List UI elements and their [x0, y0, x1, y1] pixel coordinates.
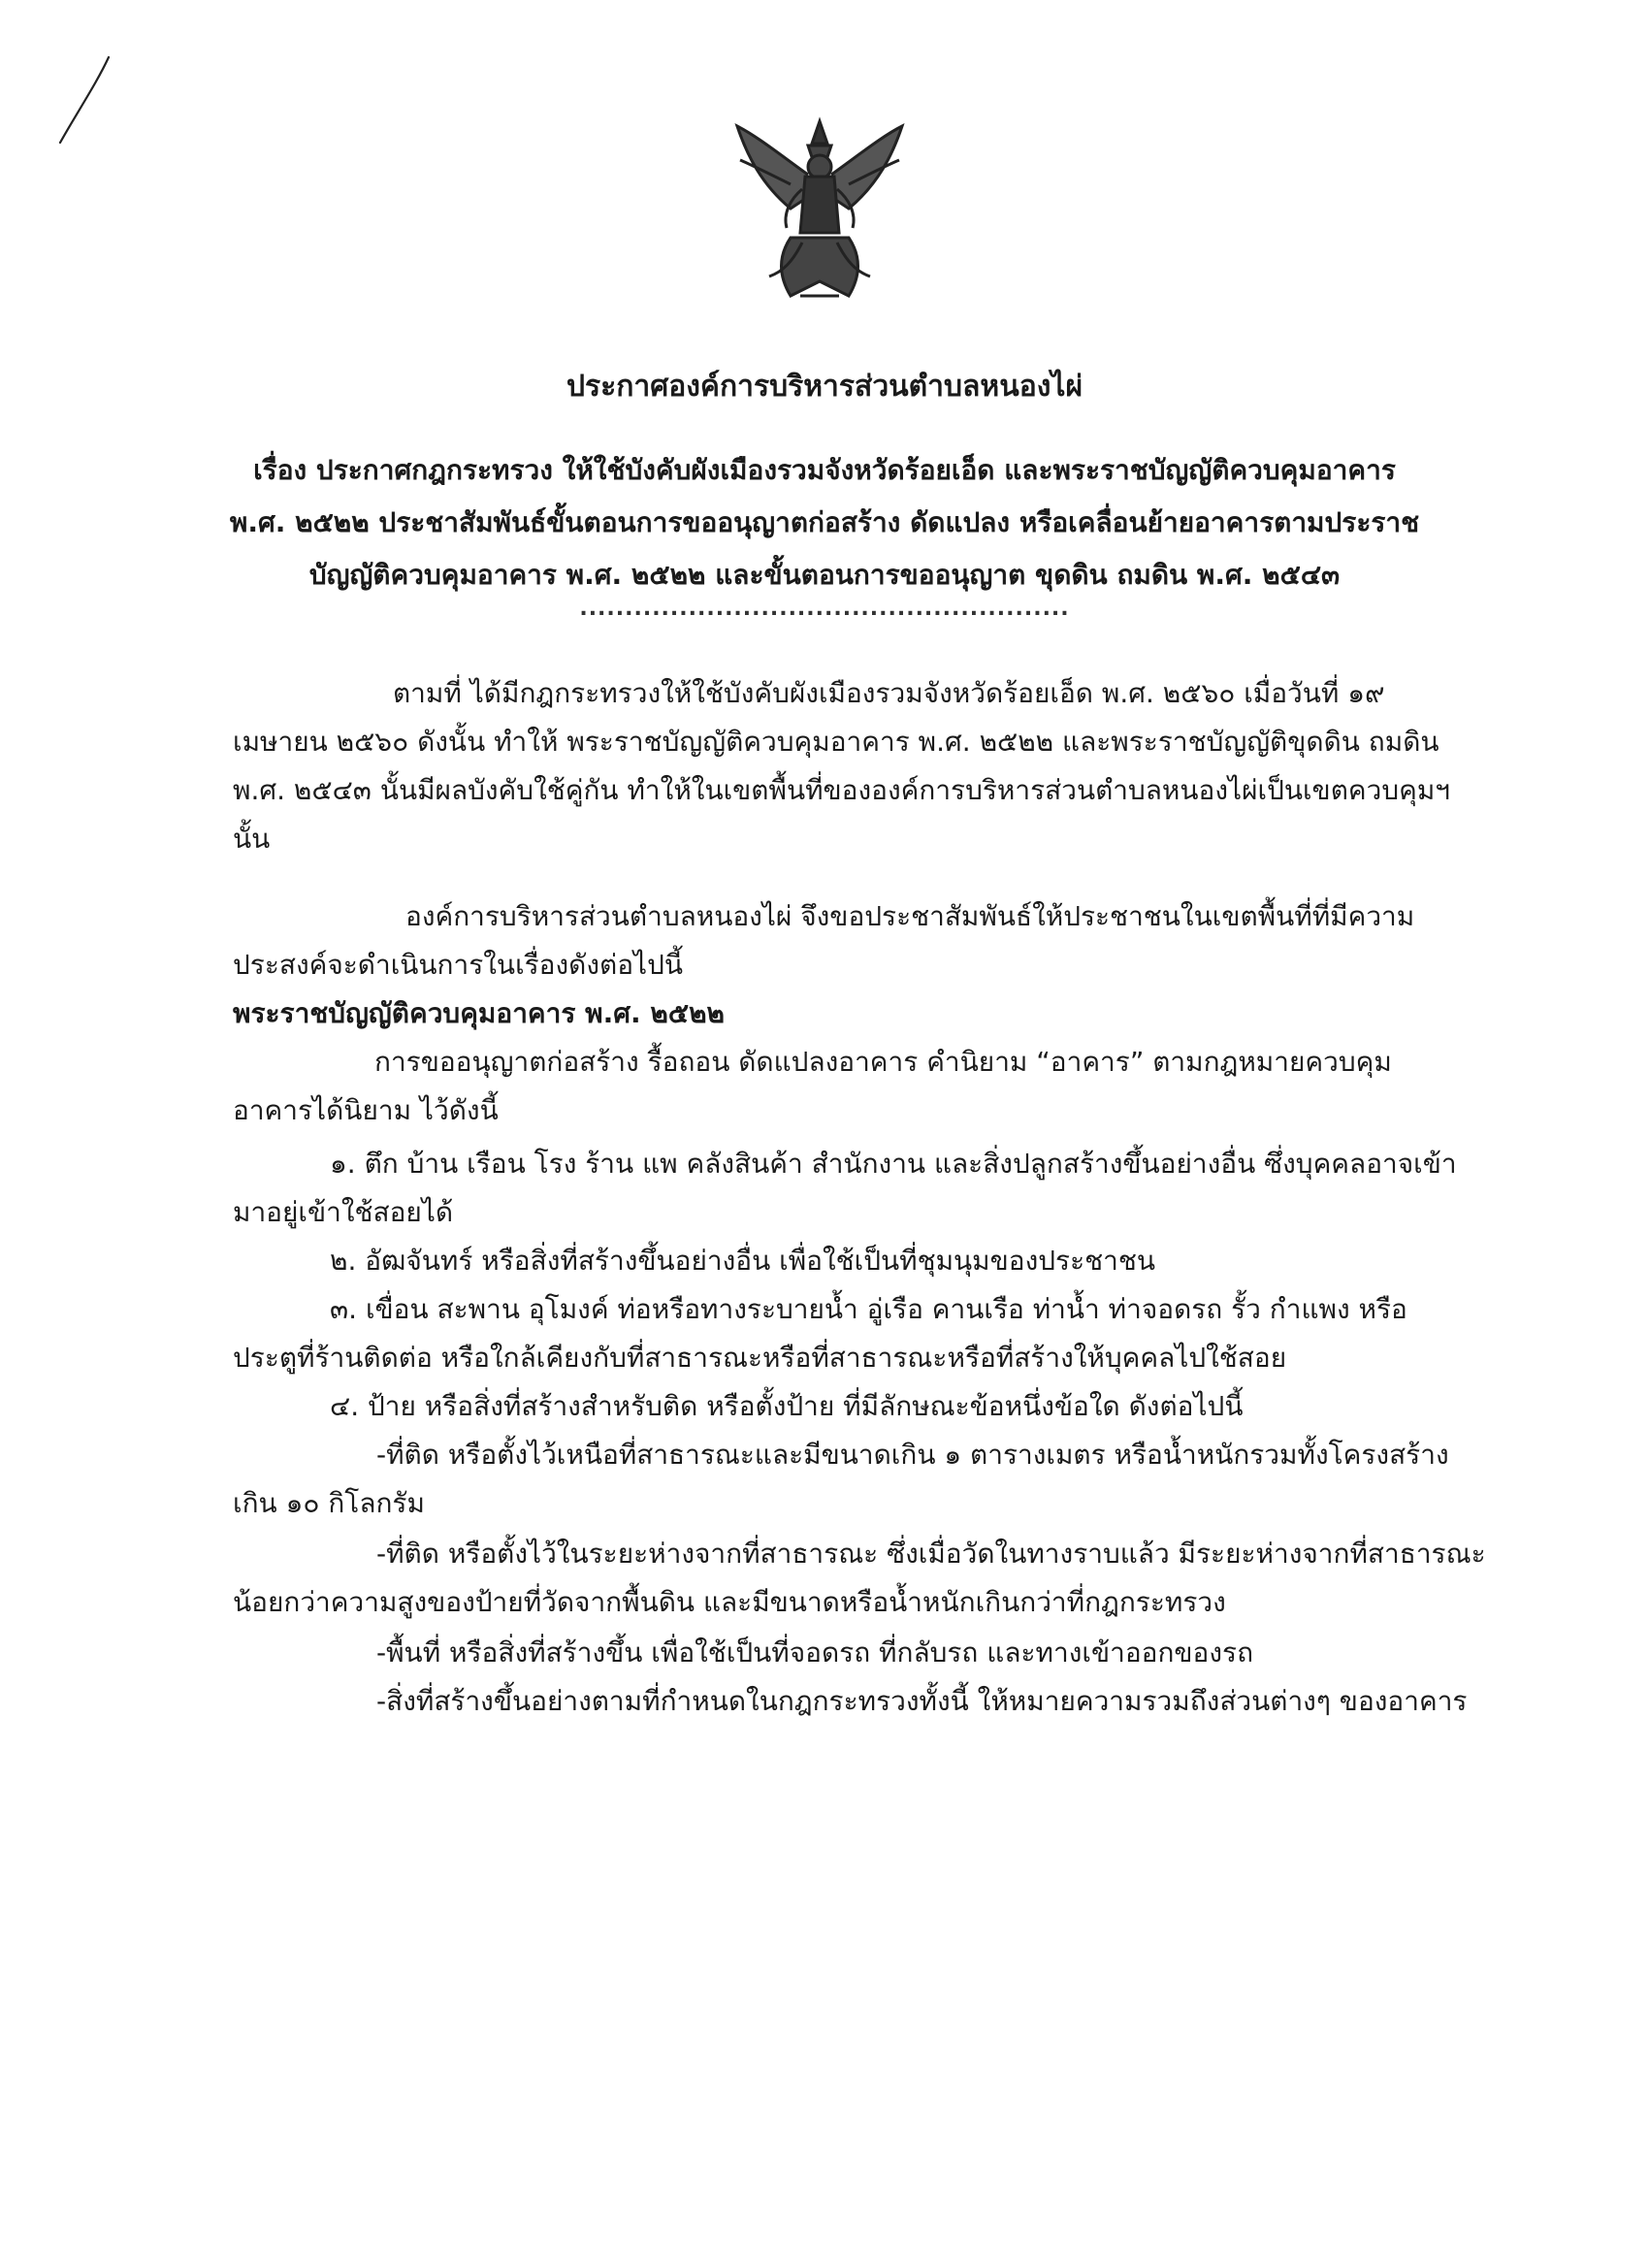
text-line: ประตูที่ร้านติดต่อ หรือใกล้เคียงกับที่สาธารณะหรือที่สาธารณะหรือที่สร้างให้บุคคลไปใช้สอย: [233, 1342, 1287, 1374]
subject-line: พ.ศ. ๒๕๒๒ ประชาสัมพันธ์ขั้นตอนการขออนุญาตก่อสร้าง ดัดแปลง หรือเคลื่อนย้ายอาคารตามประราช: [229, 506, 1420, 538]
list-item: [233, 1285, 1455, 1382]
pen-stroke-icon: [48, 53, 116, 150]
separator-dots: ......................................................: [579, 597, 1070, 621]
text-line: องค์การบริหารส่วนตำบลหนองไผ่ จึงขอประชาสัมพันธ์ให้ประชาชนในเขตพื้นที่ที่มีความ: [405, 900, 1415, 932]
sub-item: [233, 1530, 1486, 1627]
text-line: เมษายน ๒๕๖๐ ดังนั้น ทำให้ พระราชบัญญัติควบคุมอาคาร พ.ศ. ๒๕๒๒ และพระราชบัญญัติขุดดิน ถมดิน: [233, 726, 1439, 758]
text-line: ๑. ตึก บ้าน เรือน โรง ร้าน แพ คลังสินค้า สำนักงาน และสิ่งปลูกสร้างขึ้นอย่างอื่น ซึ่งบุคคลอาจเข้า: [330, 1148, 1457, 1180]
text-line: ๔. ป้าย หรือสิ่งที่สร้างสำหรับติด หรือตั้งป้าย ที่มีลักษณะข้อหนึ่งข้อใด ดังต่อไปนี้: [330, 1390, 1244, 1422]
paragraph-definition: [233, 1038, 1455, 1135]
section-heading: พระราชบัญญัติควบคุมอาคาร พ.ศ. ๒๕๒๒: [233, 997, 725, 1029]
sub-item: [233, 1677, 1468, 1726]
announcement-title: ประกาศองค์การบริหารส่วนตำบลหนองไผ่: [566, 370, 1083, 404]
paragraph-notice: [233, 892, 1455, 989]
text-line: นั้น: [233, 823, 271, 855]
text-line: อาคารได้นิยาม ไว้ดังนี้: [233, 1094, 499, 1126]
garuda-emblem-icon: [723, 116, 917, 310]
announcement-subject: [218, 444, 1431, 601]
subject-line: เรื่อง ประกาศกฎกระทรวง ให้ใช้บังคับผังเมืองรวมจังหวัดร้อยเอ็ด และพระราชบัญญัติควบคุมอาคาร: [253, 454, 1396, 486]
list-item: [233, 1140, 1455, 1237]
text-line: ๒. อัฒจันทร์ หรือสิ่งที่สร้างขึ้นอย่างอื่น เพื่อใช้เป็นที่ชุมนุมของประชาชน: [330, 1245, 1155, 1277]
text-line: -ที่ติด หรือตั้งไว้เหนือที่สาธารณะและมีขนาดเกิน ๑ ตารางเมตร หรือน้ำหนักรวมทั้งโครงสร้าง: [376, 1439, 1449, 1471]
text-line: ๓. เขื่อน สะพาน อุโมงค์ ท่อหรือทางระบายน้ำ อู่เรือ คานเรือ ท่าน้ำ ท่าจอดรถ รั้ว กำแพง หรือ: [330, 1293, 1407, 1325]
text-line: เกิน ๑๐ กิโลกรัม: [233, 1487, 425, 1519]
text-line: -ที่ติด หรือตั้งไว้ในระยะห่างจากที่สาธารณะ ซึ่งเมื่อวัดในทางราบแล้ว มีระยะห่างจากที่สาธารณะ: [376, 1538, 1486, 1570]
sub-item: [233, 1431, 1455, 1528]
text-line: น้อยกว่าความสูงของป้ายที่วัดจากพื้นดิน และมีขนาดหรือน้ำหนักเกินกว่าที่กฎกระทรวง: [233, 1586, 1226, 1618]
list-item: [233, 1382, 1455, 1431]
text-line: พ.ศ. ๒๕๔๓ นั้นมีผลบังคับใช้คู่กัน ทำให้ในเขตพื้นที่ขององค์การบริหารส่วนตำบลหนองไผ่เป็นเขตควบคุมฯ: [233, 774, 1451, 806]
text-line: ตามที่ ได้มีกฎกระทรวงให้ใช้บังคับผังเมืองรวมจังหวัดร้อยเอ็ด พ.ศ. ๒๕๖๐ เมื่อวันที่ ๑๙: [393, 677, 1385, 709]
text-line: ประสงค์จะดำเนินการในเรื่องดังต่อไปนี้: [233, 949, 684, 981]
paragraph-intro: [233, 669, 1455, 863]
sub-item: [233, 1629, 1455, 1677]
text-line: มาอยู่เข้าใช้สอยได้: [233, 1196, 454, 1228]
text-line: -สิ่งที่สร้างขึ้นอย่างตามที่กำหนดในกฎกระทรวงทั้งนี้ ให้หมายความรวมถึงส่วนต่างๆ ของอาคาร: [376, 1685, 1468, 1717]
text-line: -พื้นที่ หรือสิ่งที่สร้างขึ้น เพื่อใช้เป็นที่จอดรถ ที่กลับรถ และทางเข้าออกของรถ: [376, 1636, 1254, 1669]
subject-line: บัญญัติควบคุมอาคาร พ.ศ. ๒๕๒๒ และขั้นตอนการขออนุญาต ขุดดิน ถมดิน พ.ศ. ๒๕๔๓: [308, 559, 1341, 591]
text-line: การขออนุญาตก่อสร้าง รื้อถอน ดัดแปลงอาคาร คำนิยาม “อาคาร” ตามกฎหมายควบคุม: [374, 1046, 1392, 1078]
list-item: [233, 1237, 1455, 1285]
